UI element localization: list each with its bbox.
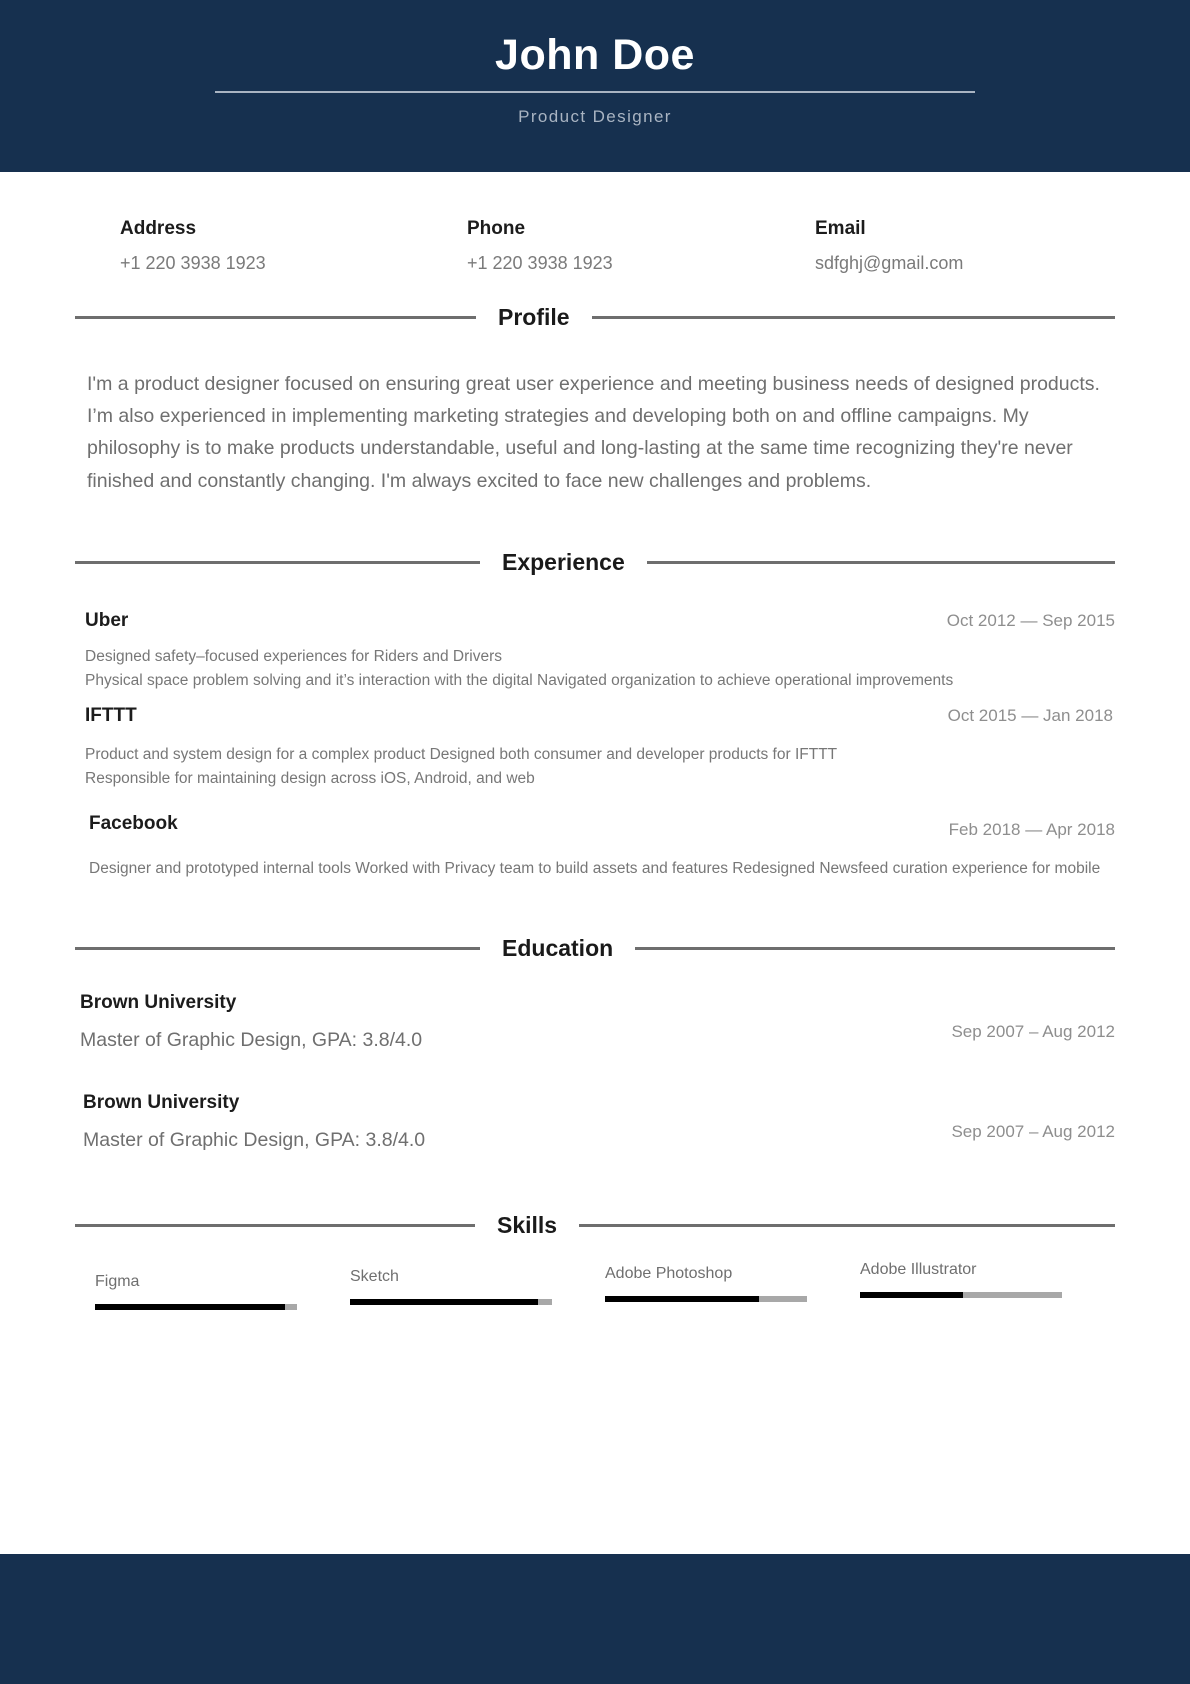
section-rule-left [75, 561, 480, 564]
skill-progress-fill [95, 1304, 285, 1310]
section-title: Profile [498, 304, 570, 330]
section-rule-right [592, 316, 1115, 319]
resume-header [0, 0, 1190, 172]
section-rule-right [635, 947, 1115, 950]
section-header-profile [75, 304, 1115, 331]
section-title: Experience [502, 548, 625, 575]
experience-dates: Oct 2012 — Sep 2015 [946, 610, 1115, 630]
skill-label: Adobe Photoshop [605, 1264, 733, 1282]
experience-item-header [89, 812, 1115, 839]
experience-company: Uber [85, 609, 129, 631]
experience-dates: Feb 2018 — Apr 2018 [948, 819, 1115, 839]
skill-item [350, 1268, 605, 1310]
section-rule-right [579, 1224, 1115, 1227]
experience-item-header [85, 610, 1115, 632]
contact-item-phone [420, 218, 767, 274]
resume-footer [0, 1554, 1190, 1684]
experience-company: Facebook [89, 812, 178, 834]
contact-label: Phone [467, 218, 526, 239]
section-rule-left [75, 1224, 475, 1227]
experience-item [75, 705, 1115, 791]
skill-progress-track [605, 1296, 807, 1302]
section-header-experience [75, 549, 1115, 576]
contact-label: Email [815, 218, 866, 239]
contact-row [75, 218, 1115, 274]
skill-progress-fill [350, 1299, 538, 1305]
skill-item [860, 1261, 1115, 1310]
skill-progress-fill [605, 1296, 759, 1302]
experience-list [75, 610, 1115, 881]
education-item [75, 1092, 1115, 1152]
experience-item [75, 813, 1115, 881]
profile-text: I'm a product designer focused on ensuring great user experience and meeting business needs of designed products. I’m also experienced in implementing marketing strategies and developing both on and offline campaigns. My philosophy is to make products understandable, useful and long-lasting at the same time recognizing they're never finished and constantly changing. I'm always excited to face new challenges and problems. [87, 373, 1100, 492]
contact-item-address [75, 218, 420, 274]
experience-item-header [85, 705, 1115, 727]
experience-company: IFTTT [85, 704, 137, 726]
experience-description: Designer and prototyped internal tools Worked with Privacy team to build assets and features Redesigned Newsfeed curation experience for mobile [89, 859, 1101, 877]
skill-item [605, 1265, 860, 1310]
experience-description: Product and system design for a complex product Designed both consumer and developer products for IFTTT Responsible for maintaining design across iOS, Android, and web [85, 745, 838, 787]
education-school: Brown University [83, 1091, 240, 1113]
skill-item [75, 1273, 350, 1310]
experience-description: Designed safety–focused experiences for Riders and Drivers Physical space problem solving and it’s interaction with the digital Navigated organization to achieve operational improvements [85, 647, 954, 689]
education-list [75, 992, 1115, 1152]
resume-body [0, 218, 1190, 1310]
page-title: John Doe [495, 31, 695, 79]
education-dates: Sep 2007 – Aug 2012 [951, 1121, 1115, 1141]
experience-dates: Oct 2015 — Jan 2018 [947, 705, 1113, 725]
section-rule-left [75, 947, 480, 950]
contact-value: +1 220 3938 1923 [120, 253, 266, 273]
education-school: Brown University [80, 991, 237, 1013]
education-item [75, 992, 1115, 1052]
education-degree: Master of Graphic Design, GPA: 3.8/4.0 [80, 1028, 423, 1051]
contact-value: +1 220 3938 1923 [467, 253, 613, 273]
job-title: Product Designer [518, 107, 672, 127]
skill-label: Sketch [350, 1267, 399, 1285]
skill-label: Adobe Illustrator [860, 1260, 977, 1278]
contact-item-email [767, 218, 1115, 274]
skill-progress-track [95, 1304, 297, 1310]
contact-label: Address [120, 218, 197, 239]
skill-progress-track [860, 1292, 1062, 1298]
skill-progress-track [350, 1299, 552, 1305]
header-divider [215, 91, 975, 93]
section-rule-right [647, 561, 1115, 564]
skill-progress-fill [860, 1292, 963, 1298]
education-dates: Sep 2007 – Aug 2012 [951, 1021, 1115, 1041]
skill-label: Figma [95, 1272, 140, 1290]
experience-item [75, 610, 1115, 693]
section-header-skills [75, 1212, 1115, 1239]
section-rule-left [75, 316, 476, 319]
section-title: Education [502, 934, 614, 961]
contact-value: sdfghj@gmail.com [815, 253, 964, 273]
skills-grid [75, 1261, 1115, 1310]
section-header-education [75, 935, 1115, 962]
education-degree: Master of Graphic Design, GPA: 3.8/4.0 [83, 1128, 426, 1151]
section-title: Skills [497, 1211, 558, 1238]
